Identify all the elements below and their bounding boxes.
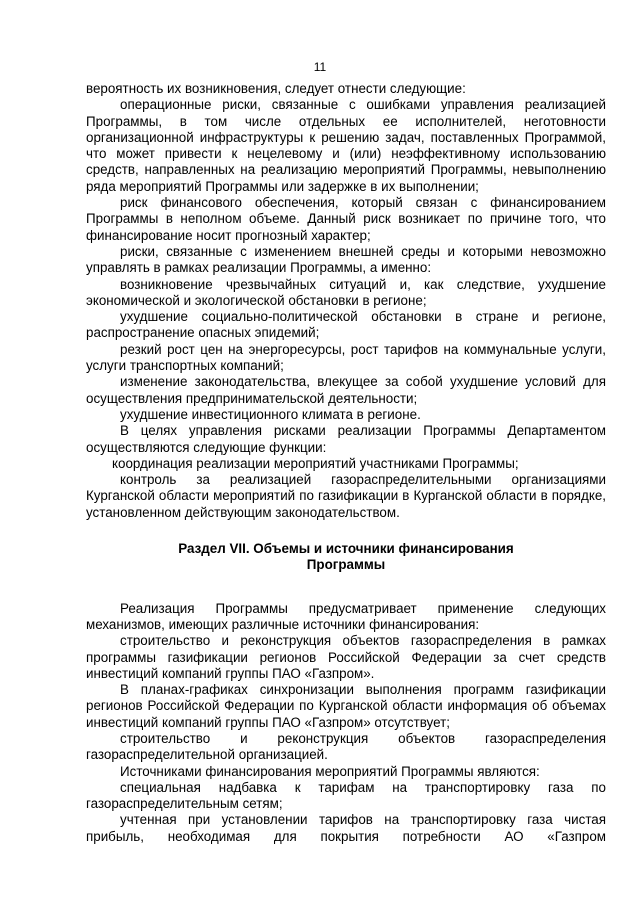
paragraph: специальная надбавка к тарифам на транспортировку газа по газораспределительным сетям; bbox=[86, 779, 606, 812]
paragraph: Реализация Программы предусматривает применение следующих механизмов, имеющих различные источники финансирования: bbox=[86, 600, 606, 632]
page-number: 11 bbox=[313, 60, 327, 74]
paragraph: риск финансового обеспечения, который связан с финансированием Программы в неполном объеме. Данный риск возникает по причине того, что финансирование носит прогнозный характер; bbox=[86, 195, 606, 243]
paragraph: ухудшение социально-политической обстановки в стране и регионе, распространение опасных эпидемий; bbox=[86, 309, 606, 341]
paragraphs-before-section bbox=[86, 81, 606, 521]
paragraph: В целях управления рисками реализации Программы Департаментом осуществляются следующие функции: bbox=[86, 423, 606, 455]
section-heading-line-2: Программы bbox=[306, 557, 386, 573]
paragraph: В планах-графиках синхронизации выполнения программ газификации регионов Российской Федерации по Курганской области информация об объемах инвестиций компаний группы ПАО «Газпром» отсутствует; bbox=[86, 682, 606, 730]
paragraph: координация реализации мероприятий участниками Программы; bbox=[112, 455, 519, 471]
paragraph: резкий рост цен на энергоресурсы, рост тарифов на коммунальные услуги, услуги транспортных компаний; bbox=[86, 341, 606, 374]
paragraph: строительство и реконструкция объектов газораспределения газораспределительной организацией. bbox=[86, 730, 606, 763]
section-heading bbox=[86, 541, 606, 574]
paragraph: вероятность их возникновения, следует отнести следующие: bbox=[86, 81, 466, 96]
paragraph: учтенная при установлении тарифов на транспортировку газа чистая прибыль, необходимая для покрытия потребности АО «Газпром bbox=[86, 812, 606, 844]
paragraph: риски, связанные с изменением внешней среды и которыми невозможно управлять в рамках реализации Программы, а именно: bbox=[86, 243, 606, 276]
paragraph: изменение законодательства, влекущее за собой ухудшение условий для осуществления предпринимательской деятельности; bbox=[86, 374, 606, 406]
paragraphs-after-section bbox=[86, 601, 606, 845]
paragraph: контроль за реализацией газораспределительными организациями Курганской области мероприятий по газификации в Курганской области в порядке, установленном действующим законодательством. bbox=[86, 472, 606, 520]
document-body bbox=[86, 81, 606, 845]
paragraph: строительство и реконструкция объектов газораспределения в рамках программы газификации регионов Российской Федерации за счет средств инвестиций компаний группы ПАО «Газпром». bbox=[86, 633, 606, 681]
paragraph: Источниками финансирования мероприятий Программы являются: bbox=[120, 763, 540, 779]
paragraph: ухудшение инвестиционного климата в регионе. bbox=[120, 406, 421, 422]
paragraph: возникновение чрезвычайных ситуаций и, как следствие, ухудшение экономической и экологической обстановки в регионе; bbox=[86, 276, 606, 308]
section-heading-line-1: Раздел VII. Объемы и источники финансирования bbox=[178, 541, 514, 557]
paragraph: операционные риски, связанные с ошибками управления реализацией Программы, в том числе отдельных ее исполнителей, неготовности организационной инфраструктуры к решению задач, поставленных Программой, что может привести к нецелевому и (или) неэффективному использованию средств, направленных на реализацию мероприятий Программы, невыполнению ряда мероприятий Программы или задержке в их выполнении; bbox=[86, 97, 606, 194]
